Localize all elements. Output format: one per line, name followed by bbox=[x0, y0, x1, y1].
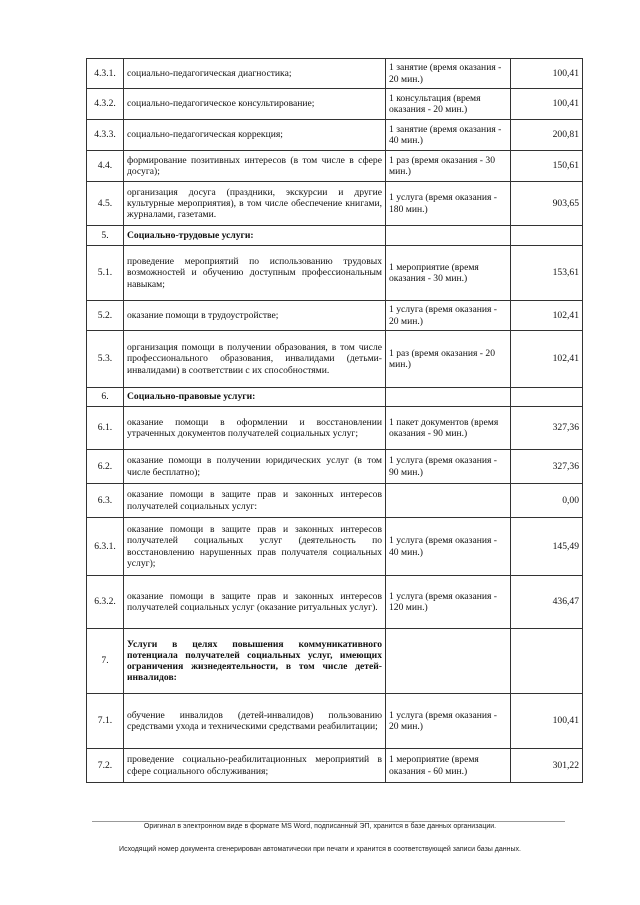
row-description: обучение инвалидов (детей-инвалидов) пользованию средствами ухода и техническими средствами реабилитации; bbox=[124, 694, 386, 749]
table-row bbox=[87, 89, 583, 120]
row-description: социально-педагогическая диагностика; bbox=[124, 59, 386, 89]
row-unit: 1 услуга (время оказания - 20 мин.) bbox=[386, 301, 511, 331]
table-row bbox=[87, 388, 583, 407]
table-row bbox=[87, 749, 583, 783]
row-number: 4.3.3. bbox=[87, 120, 124, 151]
table-row bbox=[87, 301, 583, 331]
table-row bbox=[87, 182, 583, 226]
row-unit: 1 услуга (время оказания - 90 мин.) bbox=[386, 450, 511, 484]
row-number: 5. bbox=[87, 226, 124, 246]
row-number: 6. bbox=[87, 388, 124, 407]
row-price: 0,00 bbox=[511, 484, 583, 518]
row-number: 4.3.2. bbox=[87, 89, 124, 120]
row-number: 4.3.1. bbox=[87, 59, 124, 89]
row-number: 6.1. bbox=[87, 407, 124, 450]
row-price: 100,41 bbox=[511, 59, 583, 89]
row-number: 6.3.1. bbox=[87, 518, 124, 576]
row-description: оказание помощи в трудоустройстве; bbox=[124, 301, 386, 331]
row-unit bbox=[386, 629, 511, 694]
row-unit: 1 мероприятие (время оказания - 60 мин.) bbox=[386, 749, 511, 783]
row-description: Услуги в целях повышения коммуникативного потенциала получателей социальных услуг, имеющих ограничения жизнедеятельности, в том числе детей-инвалидов: bbox=[124, 629, 386, 694]
row-price: 100,41 bbox=[511, 694, 583, 749]
footer-original-note: Оригинал в электронном виде в формате MS Word, подписанный ЭП, хранится в базе данных организации. bbox=[143, 823, 497, 830]
table-row bbox=[87, 629, 583, 694]
table-row bbox=[87, 59, 583, 89]
row-number: 7. bbox=[87, 629, 124, 694]
services-price-table bbox=[86, 58, 583, 783]
row-price bbox=[511, 226, 583, 246]
row-unit: 1 услуга (время оказания - 180 мин.) bbox=[386, 182, 511, 226]
row-description: оказание помощи в получении юридических услуг (в том числе бесплатно); bbox=[124, 450, 386, 484]
row-price: 153,61 bbox=[511, 246, 583, 301]
row-number: 5.3. bbox=[87, 331, 124, 388]
table-row bbox=[87, 407, 583, 450]
table-row bbox=[87, 518, 583, 576]
row-price: 436,47 bbox=[511, 576, 583, 629]
row-unit: 1 услуга (время оказания - 40 мин.) bbox=[386, 518, 511, 576]
row-unit: 1 услуга (время оказания - 120 мин.) bbox=[386, 576, 511, 629]
row-unit: 1 раз (время оказания - 30 мин.) bbox=[386, 151, 511, 182]
row-description: оказание помощи в защите прав и законных интересов получателей социальных услуг (деятельность по восстановлению нарушенных прав получателя социальных услуг); bbox=[124, 518, 386, 576]
row-price: 150,61 bbox=[511, 151, 583, 182]
table-row bbox=[87, 120, 583, 151]
row-price: 301,22 bbox=[511, 749, 583, 783]
row-price: 903,65 bbox=[511, 182, 583, 226]
row-number: 5.2. bbox=[87, 301, 124, 331]
row-number: 7.1. bbox=[87, 694, 124, 749]
row-unit: 1 услуга (время оказания - 20 мин.) bbox=[386, 694, 511, 749]
table-row bbox=[87, 450, 583, 484]
row-unit: 1 занятие (время оказания - 20 мин.) bbox=[386, 59, 511, 89]
table-row bbox=[87, 576, 583, 629]
row-unit bbox=[386, 388, 511, 407]
table-body bbox=[87, 59, 583, 783]
row-description: проведение мероприятий по использованию трудовых возможностей и обучению доступным профессиональным навыкам; bbox=[124, 246, 386, 301]
row-number: 6.2. bbox=[87, 450, 124, 484]
footer-divider bbox=[92, 821, 565, 822]
row-price: 327,36 bbox=[511, 450, 583, 484]
row-number: 7.2. bbox=[87, 749, 124, 783]
row-price: 102,41 bbox=[511, 301, 583, 331]
row-unit: 1 занятие (время оказания - 40 мин.) bbox=[386, 120, 511, 151]
row-description: социально-педагогическое консультирование; bbox=[124, 89, 386, 120]
table-row bbox=[87, 694, 583, 749]
row-description: проведение социально-реабилитационных мероприятий в сфере социального обслуживания; bbox=[124, 749, 386, 783]
table-row bbox=[87, 226, 583, 246]
row-description: Социально-трудовые услуги: bbox=[124, 226, 386, 246]
row-description: формирование позитивных интересов (в том числе в сфере досуга); bbox=[124, 151, 386, 182]
row-description: оказание помощи в защите прав и законных интересов получателей социальных услуг: bbox=[124, 484, 386, 518]
row-number: 6.3.2. bbox=[87, 576, 124, 629]
row-description: оказание помощи в защите прав и законных интересов получателей социальных услуг (оказание ритуальных услуг). bbox=[124, 576, 386, 629]
row-number: 4.4. bbox=[87, 151, 124, 182]
row-number: 4.5. bbox=[87, 182, 124, 226]
row-price: 145,49 bbox=[511, 518, 583, 576]
footer-number-note: Исходящий номер документа сгенерирован автоматически при печати и хранится в соответствующей записи базы данных. bbox=[119, 846, 521, 853]
table-row bbox=[87, 331, 583, 388]
row-price: 100,41 bbox=[511, 89, 583, 120]
row-unit: 1 консультация (время оказания - 20 мин.) bbox=[386, 89, 511, 120]
row-price bbox=[511, 629, 583, 694]
row-description: социально-педагогическая коррекция; bbox=[124, 120, 386, 151]
row-unit bbox=[386, 226, 511, 246]
table-row bbox=[87, 484, 583, 518]
row-price: 327,36 bbox=[511, 407, 583, 450]
table-row bbox=[87, 151, 583, 182]
row-unit: 1 мероприятие (время оказания - 30 мин.) bbox=[386, 246, 511, 301]
row-price: 102,41 bbox=[511, 331, 583, 388]
row-number: 6.3. bbox=[87, 484, 124, 518]
row-unit: 1 раз (время оказания - 20 мин.) bbox=[386, 331, 511, 388]
row-price bbox=[511, 388, 583, 407]
row-description: оказание помощи в оформлении и восстановлении утраченных документов получателей социальных услуг; bbox=[124, 407, 386, 450]
table-row bbox=[87, 246, 583, 301]
row-price: 200,81 bbox=[511, 120, 583, 151]
row-unit: 1 пакет документов (время оказания - 90 мин.) bbox=[386, 407, 511, 450]
row-description: Социально-правовые услуги: bbox=[124, 388, 386, 407]
row-description: организация досуга (праздники, экскурсии и другие культурные мероприятия), в том числе обеспечение книгами, журналами, газетами. bbox=[124, 182, 386, 226]
row-description: организация помощи в получении образования, в том числе профессионального образования, инвалидами (детьми-инвалидами) в соответствии с их способностями. bbox=[124, 331, 386, 388]
row-number: 5.1. bbox=[87, 246, 124, 301]
row-unit bbox=[386, 484, 511, 518]
